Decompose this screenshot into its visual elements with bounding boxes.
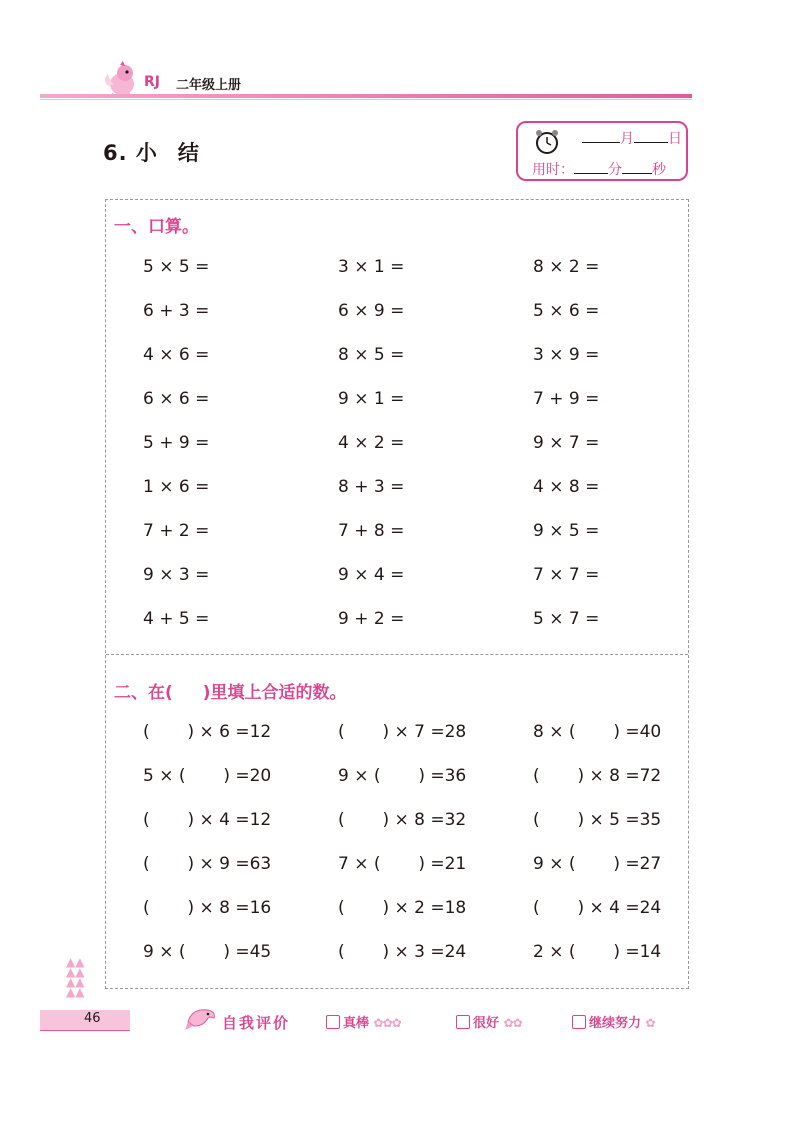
rating-label-keep-trying: 继续努力 [589,1016,642,1031]
mental-math-item: 4 × 6 = [143,345,210,365]
date-time-box [516,121,688,181]
fill-in-item: 9 × ( ) =45 [143,942,272,962]
mental-math-grid [143,254,703,650]
flower-icon: ✿✿✿ [373,1016,401,1030]
month-label: 月 [620,131,634,147]
mental-math-item: 8 × 2 = [533,257,600,277]
mental-math-item: 6 + 3 = [143,301,210,321]
fill-in-item: ( ) × 9 =63 [143,854,272,874]
fill-in-item: 8 × ( ) =40 [533,722,662,742]
mental-math-item: 9 × 5 = [533,521,600,541]
mental-math-item: 9 × 3 = [143,565,210,585]
month-blank[interactable] [582,142,620,143]
section-divider [106,654,688,655]
rating-option-good[interactable] [456,1012,522,1031]
mental-math-item: 5 + 9 = [143,433,210,453]
mental-math-item: 7 + 2 = [143,521,210,541]
mental-math-item: 6 × 6 = [143,389,210,409]
fill-in-item: ( ) × 2 =18 [338,898,467,918]
grade-label: 二年级上册 [176,78,242,93]
fill-in-item: ( ) × 4 =24 [533,898,662,918]
page-number: 46 [84,1011,101,1026]
minute-blank[interactable] [574,173,608,174]
fill-in-item: ( ) × 7 =28 [338,722,467,742]
fill-in-item: 7 × ( ) =21 [338,854,467,874]
day-label: 日 [668,131,682,147]
section-1-heading: 一、口算。 [114,217,199,237]
alarm-clock-icon [534,129,560,155]
mental-math-item: 5 × 7 = [533,609,600,629]
day-blank[interactable] [634,142,668,143]
fill-in-item: ( ) × 5 =35 [533,810,662,830]
flower-icon: ✿ [645,1016,655,1030]
mental-math-item: 4 × 8 = [533,477,600,497]
minute-label: 分 [608,162,622,178]
date-row [582,128,682,148]
title-number: 6. [103,141,128,165]
rating-option-great[interactable] [326,1012,401,1031]
page-number-rule [40,1030,130,1031]
mental-math-item: 3 × 9 = [533,345,600,365]
rating-option-keep-trying[interactable] [572,1012,655,1031]
rating-checkbox[interactable] [326,1015,340,1029]
rating-label-great: 真棒 [343,1016,370,1031]
mental-math-item: 5 × 6 = [533,301,600,321]
section-2-heading-b: )里填上合适的数。 [202,683,347,703]
fill-in-item: 2 × ( ) =14 [533,942,662,962]
header-rule [40,94,692,98]
self-evaluation-label: 自我评价 [222,1014,291,1032]
pink-dolphin-icon [184,1004,218,1034]
page-title [103,137,200,167]
second-label: 秒 [652,162,666,178]
fill-in-item: ( ) × 8 =16 [143,898,272,918]
second-blank[interactable] [622,173,652,174]
section-2-heading-a: 二、在( [114,683,173,703]
fill-in-item: ( ) × 8 =72 [533,766,662,786]
mental-math-item: 8 × 5 = [338,345,405,365]
fill-in-item: 5 × ( ) =20 [143,766,272,786]
mental-math-item: 3 × 1 = [338,257,405,277]
header-rule-thin [40,99,692,100]
mental-math-item: 4 × 2 = [338,433,405,453]
mental-math-item: 7 × 7 = [533,565,600,585]
fill-in-item: ( ) × 4 =12 [143,810,272,830]
fill-in-item: 9 × ( ) =27 [533,854,662,874]
chevron-up-decoration-icon: ▲▲ ▲▲ ▲▲ ▲▲ [66,955,85,999]
rating-checkbox[interactable] [456,1015,470,1029]
mental-math-item: 1 × 6 = [143,477,210,497]
mental-math-item: 9 + 2 = [338,609,405,629]
fill-in-item: ( ) × 3 =24 [338,942,467,962]
fill-in-grid [143,719,703,983]
time-row [532,159,666,179]
time-label: 用时： [532,162,574,178]
series-code: RJ [144,74,160,90]
section-2-heading [114,678,347,703]
mental-math-item: 9 × 1 = [338,389,405,409]
rating-label-good: 很好 [473,1016,500,1031]
rating-checkbox[interactable] [572,1015,586,1029]
title-char-1: 小 [135,141,158,165]
fill-in-item: ( ) × 6 =12 [143,722,272,742]
mental-math-item: 7 + 8 = [338,521,405,541]
title-char-2: 结 [177,141,200,165]
flower-icon: ✿✿ [503,1016,522,1030]
mental-math-item: 6 × 9 = [338,301,405,321]
mental-math-item: 9 × 4 = [338,565,405,585]
mental-math-item: 4 + 5 = [143,609,210,629]
mental-math-item: 5 × 5 = [143,257,210,277]
mental-math-item: 8 + 3 = [338,477,405,497]
mental-math-item: 7 + 9 = [533,389,600,409]
mental-math-item: 9 × 7 = [533,433,600,453]
fill-in-item: 9 × ( ) =36 [338,766,467,786]
fill-in-item: ( ) × 8 =32 [338,810,467,830]
